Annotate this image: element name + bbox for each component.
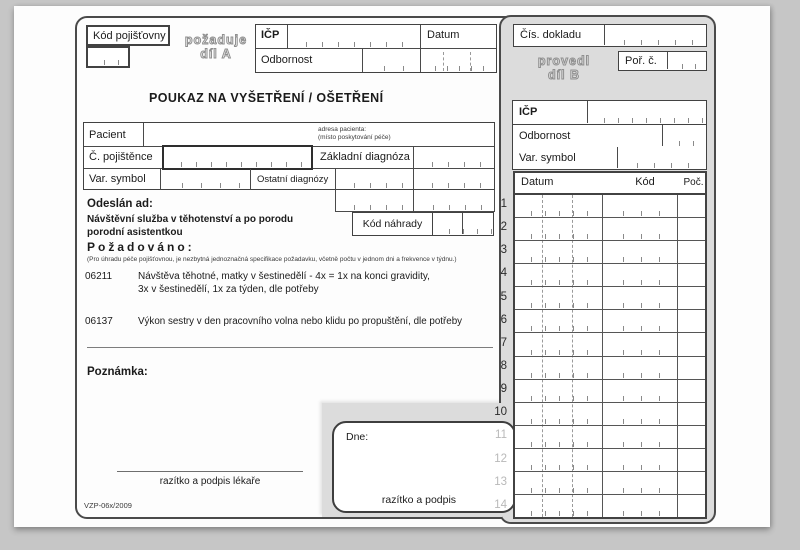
date-cell: [515, 333, 603, 355]
row-number: 11: [495, 429, 507, 442]
document-number-box: [513, 24, 707, 47]
count-cell: [678, 241, 705, 263]
row-number: 6: [500, 313, 507, 326]
tick-marks: [606, 350, 676, 355]
tick-marks: [606, 373, 676, 378]
date-cell: [515, 287, 603, 309]
row-number: 1: [500, 198, 507, 210]
service-desc: 3x v šestinedělí, 1x za týden, dle potřeby: [138, 284, 319, 295]
form-title: POUKAZ NA VYŠETŘENÍ / OŠETŘENÍ: [149, 91, 384, 105]
table-row: [515, 241, 705, 264]
sent-to-label: Odeslán ad:: [87, 198, 153, 210]
service-code: 06211: [85, 271, 113, 282]
code-cell: [603, 426, 678, 448]
other-diagnoses-row2: [335, 190, 495, 212]
date-cell: [515, 195, 603, 217]
count-cell: [678, 495, 705, 517]
table-row: [515, 264, 705, 287]
part-b-stamp-text: provedl díl B: [537, 54, 591, 83]
table-row: [515, 287, 705, 310]
tick-marks: [518, 280, 601, 285]
tick-marks: [606, 419, 676, 424]
tick-marks: [606, 465, 676, 470]
tick-marks: [518, 419, 601, 424]
divider: [587, 101, 588, 123]
table-row: [515, 333, 705, 356]
table-row: [515, 449, 705, 472]
code-cell: [603, 380, 678, 402]
part-b-table-body: [515, 195, 705, 517]
count-cell: [678, 310, 705, 332]
row-number: 7: [500, 336, 507, 349]
count-cell: [678, 264, 705, 286]
tick-marks: [518, 234, 601, 239]
tick-marks: [621, 163, 705, 168]
variable-symbol-label: Var. symbol: [89, 173, 146, 185]
tick-marks: [518, 211, 601, 216]
tick-marks: [606, 257, 676, 262]
main-diagnosis-label: Základní diagnóza: [320, 151, 410, 163]
tick-marks: [436, 229, 492, 234]
row-number: 9: [500, 383, 507, 396]
tick-marks: [606, 280, 676, 285]
main-diagnosis-entry: [414, 147, 494, 168]
divider: [662, 125, 663, 146]
tick-marks: [606, 488, 676, 493]
divider: [143, 123, 144, 146]
date-cell: [515, 241, 603, 263]
table-row: [515, 357, 705, 380]
table-row: [515, 426, 705, 449]
table-header: [515, 173, 705, 195]
date-cell: [515, 472, 603, 494]
code-cell: [603, 241, 678, 263]
tick-marks: [339, 205, 409, 210]
requested-label: Požadováno:: [87, 240, 195, 254]
separator-line: [87, 347, 493, 348]
other-diagnoses-entry-2: [414, 169, 494, 189]
divider: [413, 190, 414, 211]
row-number: 10: [494, 406, 507, 419]
tick-marks: [518, 257, 601, 262]
date-cell: [515, 218, 603, 240]
date-entry: [421, 49, 496, 72]
specialty-entry: [363, 49, 419, 72]
count-cell: [678, 287, 705, 309]
row-number: 14: [494, 498, 507, 511]
sent-to-line1: Návštěvní služba v těhotenství a po porodu: [87, 214, 294, 225]
date-of-label: Dne:: [346, 431, 369, 443]
form-code: VZP-06x/2009: [84, 501, 132, 510]
date-cell: [515, 357, 603, 379]
code-cell: [603, 357, 678, 379]
part-b-icp-box: [512, 100, 707, 125]
row-number: 12: [494, 452, 507, 465]
divider: [667, 52, 668, 69]
requested-note: (Pro úhradu péče pojišťovnou, je nezbytná jednoznačná specifikace požadavku, včetně počtu v jednom dni a frekvence v týdnu.): [87, 256, 457, 263]
part-b-variable-symbol-label: Var. symbol: [519, 152, 576, 164]
tick-marks: [167, 162, 310, 167]
service-desc: Návštěva těhotné, matky v šestinedělí - 4x = 1x na konci gravidity,: [138, 271, 430, 282]
count-cell: [678, 403, 705, 425]
part-b-specialty-box: [512, 125, 707, 148]
table-row: [515, 495, 705, 517]
divider: [617, 147, 618, 168]
code-cell: [603, 449, 678, 471]
doctor-signature-caption: razítko a podpis lékaře: [159, 476, 261, 487]
table-row: [515, 403, 705, 426]
table-row-numbers: [488, 193, 510, 517]
tick-marks: [606, 396, 676, 401]
part-b-specialty-label: Odbornost: [519, 130, 571, 142]
table-row: [515, 195, 705, 218]
other-diagnoses-label: Ostatní diagnózy: [257, 174, 329, 185]
signature-line: [117, 471, 303, 472]
patient-label: Pacient: [89, 129, 126, 141]
column-header-code: Kód: [635, 176, 655, 188]
part-b-variable-symbol-box: [512, 147, 707, 170]
refund-code-label: Kód náhrady: [362, 218, 423, 230]
date-cell: [515, 449, 603, 471]
services-table: [513, 171, 707, 519]
code-cell: [603, 218, 678, 240]
tick-marks: [424, 66, 495, 71]
code-cell: [603, 472, 678, 494]
date-cell: [515, 403, 603, 425]
count-cell: [678, 449, 705, 471]
tick-marks: [518, 373, 601, 378]
part-a-stamp-text: požaduje díl A: [184, 33, 248, 62]
tick-marks: [518, 303, 601, 308]
date-cell: [515, 380, 603, 402]
tick-marks: [418, 205, 492, 210]
date-cell: [515, 426, 603, 448]
count-cell: [678, 380, 705, 402]
column-header-date: Datum: [521, 176, 554, 188]
tick-marks: [518, 350, 601, 355]
part-b-icp-label: IČP: [519, 106, 538, 118]
refund-code-label-box: [352, 212, 433, 236]
tick-marks: [518, 465, 601, 470]
code-cell: [603, 333, 678, 355]
sent-to-line2: porodní asistentkou: [87, 227, 183, 238]
code-cell: [603, 287, 678, 309]
service-code: 06137: [85, 316, 113, 327]
insured-number-entry: [162, 145, 313, 170]
service-desc: Výkon sestry v den pracovního volna nebo klidu po propuštění, dle potřeby: [138, 316, 463, 327]
count-cell: [678, 195, 705, 217]
note-label: Poznámka:: [87, 366, 148, 378]
date-cell: [515, 310, 603, 332]
insured-number-label: Č. pojištěnce: [89, 151, 153, 163]
tick-marks: [164, 183, 249, 188]
insurer-code-label: Kód pojišťovny: [93, 30, 166, 42]
row-number: 8: [500, 359, 507, 372]
tick-marks: [518, 511, 601, 516]
tick-marks: [518, 442, 601, 447]
count-cell: [678, 218, 705, 240]
tick-marks: [417, 183, 493, 188]
tick-marks: [606, 211, 676, 216]
tick-marks: [291, 42, 418, 47]
tick-marks: [518, 326, 601, 331]
date-cell: [515, 495, 603, 517]
variable-symbol-entry: [161, 169, 250, 189]
tick-marks: [670, 64, 705, 69]
row-number: 3: [500, 244, 507, 257]
refund-code-entry: [432, 212, 494, 236]
insurer-code-entry: [86, 46, 130, 68]
tick-marks: [591, 118, 705, 123]
table-row: [515, 472, 705, 495]
stamp-caption: razítko a podpis: [381, 494, 457, 506]
tick-marks: [606, 234, 676, 239]
code-cell: [603, 403, 678, 425]
code-cell: [603, 310, 678, 332]
code-cell: [603, 495, 678, 517]
tick-marks: [417, 162, 493, 167]
tick-marks: [518, 488, 601, 493]
icp-label: IČP: [261, 29, 280, 41]
icp-entry: [288, 25, 419, 48]
table-row: [515, 310, 705, 333]
sequence-number-box: [618, 51, 707, 71]
row-number: 13: [494, 475, 507, 488]
table-row: [515, 218, 705, 241]
code-cell: [603, 195, 678, 217]
sequence-number-label: Poř. č.: [625, 55, 657, 67]
tick-marks: [606, 303, 676, 308]
tick-marks: [518, 396, 601, 401]
row-number: 4: [500, 267, 507, 280]
code-cell: [603, 264, 678, 286]
tick-marks: [366, 66, 418, 71]
count-cell: [678, 333, 705, 355]
column-header-count: Poč.: [683, 177, 704, 188]
other-diagnoses-entry-1: [336, 169, 413, 189]
count-cell: [678, 426, 705, 448]
table-row: [515, 380, 705, 403]
divider: [250, 169, 251, 190]
date-label: Datum: [427, 29, 460, 41]
count-cell: [678, 357, 705, 379]
patient-address-hint: adresa pacienta: (místo poskytování péče): [318, 126, 391, 142]
count-cell: [678, 472, 705, 494]
tick-marks: [606, 442, 676, 447]
specialty-label: Odbornost: [261, 54, 313, 66]
row-number: 2: [500, 221, 507, 234]
tick-marks: [606, 511, 676, 516]
tick-marks: [666, 141, 705, 146]
insurer-code-label-box: [86, 25, 170, 46]
tick-marks: [606, 326, 676, 331]
divider: [604, 25, 605, 45]
document-number-label: Čís. dokladu: [520, 29, 582, 41]
tick-marks: [608, 40, 705, 45]
tick-marks: [91, 60, 127, 65]
date-cell: [515, 264, 603, 286]
row-number: 5: [500, 290, 507, 303]
tick-marks: [339, 183, 412, 188]
